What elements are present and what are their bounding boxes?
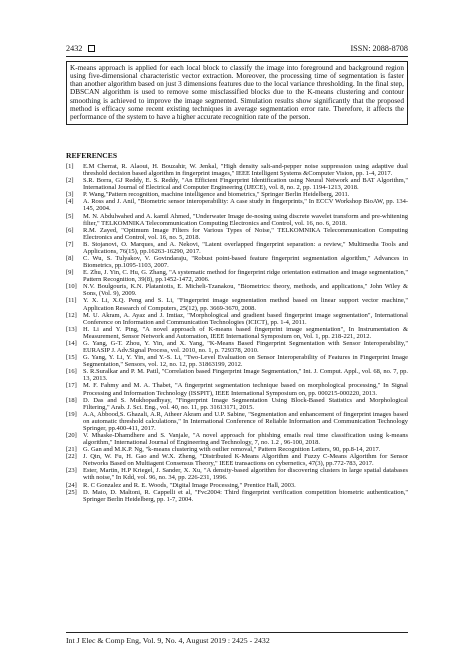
reference-item	[66, 241, 408, 255]
reference-text: A. Ross and J. Anil, "Biometric sensor interoperability: A case study in fingerprints," In ECCV Workshop BioAW, pp. 134-145, 2004.	[83, 198, 408, 213]
reference-text: S. R.Suralkar and P. M. Patil, "Correlation based Fingerprint Image Segmentation," Int. J. Comput. Appl., vol. 68, no. 7, pp. 13, 2013.	[83, 368, 408, 383]
reference-item	[66, 467, 408, 481]
reference-item	[66, 446, 408, 453]
reference-item	[66, 368, 408, 382]
reference-number: [2]	[66, 177, 74, 185]
reference-number: [25]	[66, 488, 77, 496]
header-rule	[66, 56, 408, 57]
reference-number: [12]	[66, 311, 77, 319]
reference-number: [23]	[66, 467, 77, 475]
reference-item	[66, 453, 408, 467]
reference-item	[66, 269, 408, 283]
reference-number: [20]	[66, 431, 77, 439]
reference-text: B. Stojanovi, O. Marques, and A. Nekovi, "Latent overlapped fingerprint separation: a review," Multimedia Tools and Applications, 76(15), pp.16263-16290, 2017.	[83, 240, 408, 255]
reference-item	[66, 163, 408, 177]
reference-text: G. Yang, G-T. Zhou, Y. Yin, and X. Yang, "K-Means Based Fingerprint Segmentation with Sensor Interoperability," EURASIP J. Adv.Signal Process, vol. 2010, no. 1, p. 729378, 2010.	[83, 339, 408, 355]
reference-item	[66, 432, 408, 446]
reference-text: Y. X. Li, X.Q. Peng and S. Li, "Fingerprint image segmentation method based on linear support vector machine," Application Research of Computers, 25(12), pp. 3669-3670, 2008.	[83, 297, 408, 312]
abstract-text: K-means approach is applied for each local block to classify the image into foreground and background region using five-dimensional characteristic vector extraction. Moreover, the processing time of segmentation is faster than another algorithm based on just 3 dimensions features due to the local variance thresholding. In the final step, DBSCAN algorithm is used to remove some misclassified blocks due to the K-means clustering and contour smoothing is achieved to improve the image segmented. Simulation results show significantly that the proposed method is efficacy some recent existing techniques in average segmentation error rate. Therefore, it affects the performance of the system to have a higher accurate recognition rate of the person.	[70, 63, 404, 122]
reference-item	[66, 297, 408, 311]
reference-item	[66, 312, 408, 326]
reference-text: D. Maio, D. Maltoni, R. Cappelli et al, "Fvc2004: Third fingerprint verification competition biometric authentication," Springer Berlin Heidelberg, pp. 1-7, 2004.	[83, 488, 408, 503]
reference-text: M. U. Akram, A. Ayaz and J. Imtiaz, "Morphological and gradient based fingerprint image segmentation", International Conference on Information and Communication Technologies (ICICT), pp. 1-4, 2011.	[83, 311, 408, 326]
reference-item	[66, 198, 408, 212]
reference-text: R.M. Zayed, "Optimum Image Filters for Various Types of Noise," TELKOMNIKA Telecommunication Computing Electronics and Control, vol. 16, no. 5, 2018.	[83, 226, 408, 241]
reference-number: [7]	[66, 240, 74, 248]
reference-text: A.A, Abbood,S. Ghazali, A.R, Atheer Akram and U.P. Sabine, "Segmentation and enhancement of fingerprint images based on automatic threshold calculations," In International Conference of Reliable Information and Communication Technology Springer, pp.400-411, 2017.	[83, 410, 408, 432]
reference-item	[66, 326, 408, 340]
reference-number: [10]	[66, 283, 77, 291]
page-header	[66, 42, 408, 54]
reference-number: [16]	[66, 368, 77, 376]
page-footer: Int J Elec & Comp Eng, Vol. 9, No. 4, August 2019 : 2425 - 2432	[66, 636, 270, 645]
reference-text: J. Qin, W. Fu, H. Gao and W.X. Zheng, "Distributed K-Means Algorithm and Fuzzy C-Means Algorithm for Sensor Networks Based on Multiagent Consensus Theory," IEEE transactions on cybernetics, 47(3), pp.772-783, 2017.	[83, 453, 408, 468]
reference-number: [24]	[66, 481, 77, 489]
footer-rule	[66, 632, 408, 633]
reference-number: [6]	[66, 226, 74, 234]
reference-number: [8]	[66, 255, 74, 263]
reference-text: V. Mhaske-Dhamdhere and S. Vanjale, "A novel approach for phishing emails real time classification using k-means algorithm," International Journal of Engineering and Technology, 7, no. 1.2 , 96-100, 2018.	[83, 431, 408, 447]
reference-number: [3]	[66, 191, 74, 199]
reference-number: [14]	[66, 339, 77, 347]
reference-text: R. C Gonzalez and R. E. Woods, "Digital Image Processing," Prentice Hall, 2003.	[83, 481, 296, 489]
reference-number: [22]	[66, 453, 77, 461]
reference-text: D. Das and S. Mukhopadhyay, "Fingerprint Image Segmentation Using Block-Based Statistics and Morphological Filtering," Arab. J. Sci. Eng., vol. 40, no. 11, pp. 31613171, 2015.	[83, 396, 408, 411]
reference-number: [4]	[66, 198, 74, 206]
reference-item	[66, 411, 408, 432]
reference-text: G. Gan and M.K.P. Ng, "k-means clustering with outlier removal," Pattern Recognition Letters, 90, pp.8-14, 2017.	[83, 446, 381, 454]
header-left	[66, 44, 95, 53]
reference-text: C. Wu, S. Tulyakov, V. Govindaraju, "Robust point-based feature fingerprint segmentation algorithm," Advances in Biometrics, pp.1095-1103, 2007.	[83, 255, 408, 270]
reference-number: [17]	[66, 382, 77, 390]
reference-number: [1]	[66, 163, 74, 170]
reference-item	[66, 397, 408, 411]
journal-issn: ISSN: 2088-8708	[350, 43, 408, 53]
reference-number: [11]	[66, 297, 77, 305]
page-number: 2432	[66, 43, 83, 53]
reference-text: M. N. Abdulwahed and A. kamil Ahmed, "Underwater Image de-nosing using discrete wavelet transform and pre-whitening filter," TELKOMNIKA Telecommunication Computing Electronics and Control, vol. 16, no. 6, 2018.	[83, 212, 408, 227]
square-icon	[88, 45, 95, 52]
reference-number: [18]	[66, 396, 77, 404]
reference-number: [15]	[66, 354, 77, 362]
reference-number: [19]	[66, 410, 77, 418]
reference-item	[66, 213, 408, 227]
reference-text: G. Yang, Y. Li, Y. Yin, and Y.-S. Li, "Two-Level Evaluation on Sensor Interoperability of Features in Fingerprint Image Segmentation," Sensors, vol. 12, no. 12, pp. 31863199, 2012.	[83, 354, 408, 369]
reference-item	[66, 340, 408, 354]
reference-item	[66, 382, 408, 396]
reference-text: E. Zhu, J. Yin, C. Hu, G. Zhang, "A systematic method for fingerprint ridge orientation estimation and image segmentation," Pattern Recognition, 39(8), pp.1452-1472, 2006.	[83, 269, 408, 284]
reference-item	[66, 482, 408, 489]
reference-text: E.M Cherrat, R. Alaoui, H. Bouzahir, W. Jenkal, "High density salt-and-pepper noise suppression using adaptive dual threshold decision based algorithm in fingerprint images," IEEE Intelligent Systems &Computer Vision, pp. 1-4, 2017.	[83, 163, 408, 178]
reference-text: M. F. Fahmy and M. A. Thabet, "A fingerprint segmentation technique based on morphological processing," In Signal Processing and Information Technology (ISSPIT), IEEE International Symposium on, pp. 000215-000220, 2013.	[83, 382, 408, 397]
reference-number: [9]	[66, 269, 74, 277]
reference-item	[66, 191, 408, 198]
reference-item	[66, 354, 408, 368]
references-list	[66, 163, 408, 503]
abstract-box	[66, 61, 408, 125]
reference-number: [13]	[66, 325, 77, 333]
reference-text: N.V. Boulgouris, K.N. Plataniotis, E. Micheli-Tzanakou, "Biometrics: theory, methods, and applications," John Wiley & Sons, (Vol. 9), 2009.	[83, 283, 408, 298]
reference-text: S.R. Borra, GJ Reddy, E. S. Reddy, "An Efficient Fingerprint Identification using Neural Network and BAT Algorithm," International Journal of Electrical and Computer Engineering (IJECE), vol. 8, no. 2, pp. 1194-1213, 2018.	[83, 177, 408, 192]
reference-text: P. Wang,"Pattern recognition, machine intelligence and biometrics," Springer Berlin Heidelberg, 2011.	[83, 191, 350, 199]
reference-item	[66, 489, 408, 503]
reference-number: [5]	[66, 212, 74, 220]
reference-item	[66, 255, 408, 269]
reference-number: [21]	[66, 446, 77, 454]
reference-item	[66, 283, 408, 297]
reference-text: H. Li and Y. Ping, "A novel approach of K-means based fingerprint image segmentation", In Instrumentation & Measurement, Sensor Network and Automation, IEEE International Symposium on, Vol. 1, pp. 218-221, 2012.	[83, 325, 408, 340]
reference-text: Ester, Martin, H.P Kriegel, J. Sander, X. Xu, "A density-based algorithm for discovering clusters in large spatial databases with noise," In Kdd, vol. 96, no. 34, pp. 226-231, 1996.	[83, 467, 408, 482]
reference-item	[66, 227, 408, 241]
reference-item	[66, 177, 408, 191]
references-heading: REFERENCES	[66, 151, 118, 160]
